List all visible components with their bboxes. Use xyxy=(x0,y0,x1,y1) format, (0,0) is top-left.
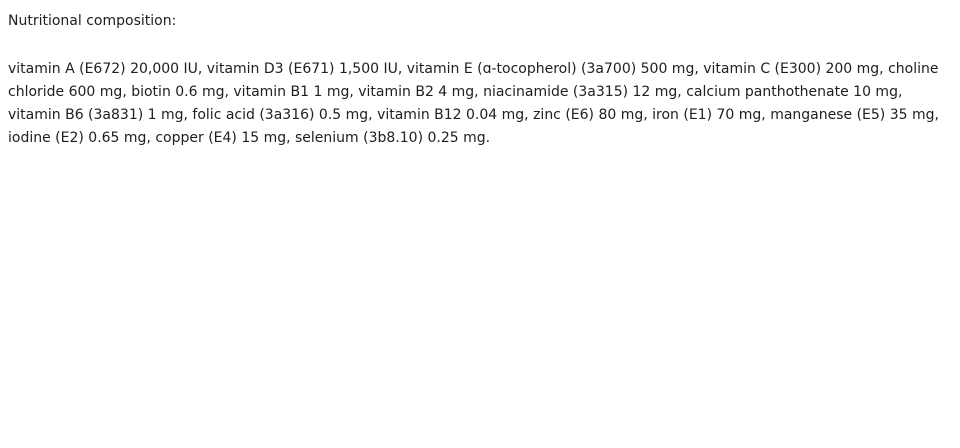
composition-paragraph: vitamin A (E672) 20,000 IU, vitamin D3 (E671) 1,500 IU, vitamin E (ɑ-tocopherol) (3a700) 500 mg, vitamin C (E300) 200 mg, choline chloride 600 mg, biotin 0.6 mg, vitamin B1 1 mg, vitamin B2 4 mg, niacinamide (3a315) 12 mg, calcium panthothenate 10 mg, vitamin B6 (3a831) 1 mg, folic acid (3a316) 0.5 mg, vitamin B12 0.04 mg, zinc (E6) 80 mg, iron (E1) 70 mg, manganese (E5) 35 mg, iodine (E2) 0.65 mg, copper (E4) 15 mg, selenium (3b8.10) 0.25 mg. xyxy=(8,61,939,146)
section-title: Nutritional composition: xyxy=(8,13,177,29)
